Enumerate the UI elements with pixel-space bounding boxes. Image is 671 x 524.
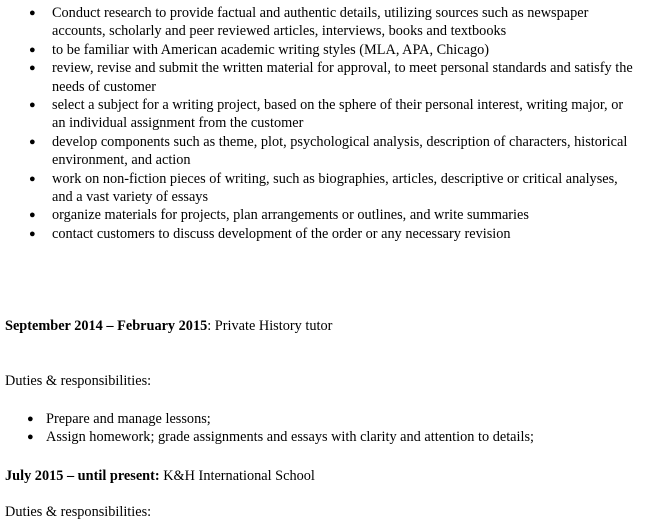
duties-label: Duties & responsibilities: [5,504,152,520]
list-item-text: to be familiar with American academic writing styles (MLA, APA, Chicago) [52,41,490,58]
bullet-icon: ● [27,413,34,425]
bullet-icon: ● [27,431,34,444]
bullet-icon: ● [29,99,36,112]
job-heading-school [5,467,315,485]
bullet-icon: ● [29,43,36,56]
list-item [0,410,640,428]
bullet-icon: ● [29,135,36,148]
list-item-text: Conduct research to provide factual and authentic details, utilizing sources such as newspaper accounts, scholarly and peer reviewed articles, interviews, books and textbooks [52,5,589,40]
list-item-text: Prepare and manage lessons; [46,411,211,427]
list-item-text: develop components such as theme, plot, psychological analysis, description of characters, historical environment, and action [52,133,628,169]
list-item-text: Assign homework; grade assignments and essays with clarity and attention to details; [46,429,534,446]
list-item-text: organize materials for projects, plan arrangements or outlines, and write summaries [52,207,529,224]
job-role: : Private History tutor [207,318,333,334]
bullet-icon: ● [29,209,36,222]
list-item [0,4,640,41]
list-item [0,225,640,243]
bullet-icon: ● [29,172,36,185]
list-item [0,133,640,170]
list-item [0,428,640,446]
job-period: September 2014 – February 2015 [5,318,208,334]
list-item [0,170,640,207]
list-item [0,41,640,59]
list-item-text: review, revise and submit the written material for approval, to meet personal standards and satisfy the needs of customer [52,60,633,95]
job-role: K&H International School [159,468,315,484]
list-item-text: select a subject for a writing project, based on the sphere of their personal interest, writing major, or an individual assignment from the customer [52,97,624,132]
list-item [0,206,640,224]
bullet-icon: ● [29,227,36,240]
bullet-icon: ● [29,7,36,19]
duties-label: Duties & responsibilities: [5,373,152,389]
tutor-responsibilities-list [0,410,640,447]
list-item-text: work on non-fiction pieces of writing, such as biographies, articles, descriptive or critical analyses, and a vast variety of essays [52,170,618,206]
writing-responsibilities-list [0,4,640,243]
bullet-icon: ● [29,62,36,75]
job-heading-tutor [5,317,332,335]
job-period: July 2015 – until present: [5,468,160,484]
list-item [0,96,640,133]
list-item [0,59,640,96]
list-item-text: contact customers to discuss development of the order or any necessary revision [52,225,511,242]
